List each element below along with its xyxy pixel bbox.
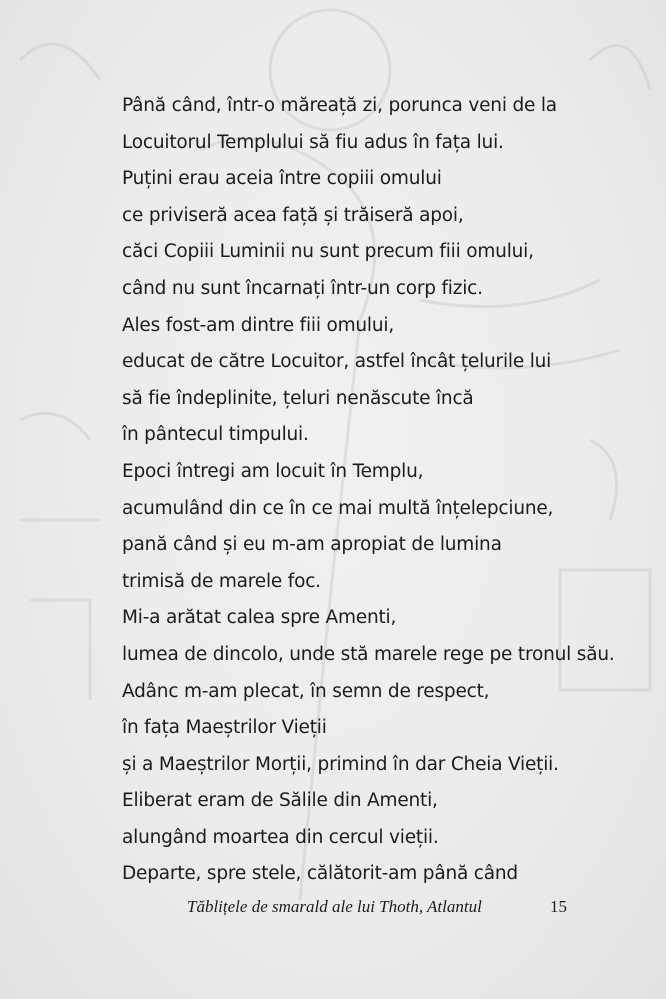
- text-line: în pântecul timpului.: [122, 424, 309, 446]
- body-text: [122, 88, 642, 893]
- text-line: Până când, într-o măreață zi, porunca veni de la: [122, 95, 557, 116]
- text-line: în fața Maeștrilor Vieții: [122, 717, 327, 739]
- text-line: pană când și eu m-am apropiat de lumina: [122, 534, 502, 556]
- text-line: Adânc m-am plecat, în semn de respect,: [122, 680, 490, 702]
- page-number: 15: [550, 897, 567, 916]
- text-line: Departe, spre stele, călătorit-am până când: [122, 863, 518, 885]
- text-line: Puțini erau aceia între copiii omului: [122, 168, 442, 190]
- text-line: când nu sunt încarnați într-un corp fizic.: [122, 277, 483, 299]
- text-line: Locuitorul Templului să fiu adus în fața lui.: [122, 131, 504, 153]
- text-line: educat de către Locuitor, astfel încât țelurile lui: [122, 351, 552, 373]
- text-line: Mi-a arătat calea spre Amenti,: [122, 607, 397, 629]
- text-line: lumea de dincolo, unde stă marele rege pe tronul său.: [122, 643, 615, 665]
- text-line: Ales fost-am dintre fiii omului,: [122, 314, 395, 336]
- text-line: Epoci întregi am locuit în Templu,: [122, 460, 424, 482]
- text-line: să fie îndeplinite, țeluri nenăscute încă: [122, 387, 474, 409]
- text-line: Eliberat eram de Sălile din Amenti,: [122, 790, 438, 812]
- text-line: și a Maeștrilor Morții, primind în dar Cheia Vieții.: [122, 753, 559, 775]
- running-footer-title: Tăblițele de smarald ale lui Thoth, Atlantul: [187, 897, 482, 916]
- text-line: trimisă de marele foc.: [122, 570, 321, 592]
- text-line: ce priviseră acea față și trăiseră apoi,: [122, 204, 464, 226]
- text-line: căci Copiii Luminii nu sunt precum fiii omului,: [122, 241, 534, 263]
- text-line: alungând moartea din cercul vieții.: [122, 826, 439, 848]
- text-line: acumulând din ce în ce mai multă înțelepciune,: [122, 497, 554, 519]
